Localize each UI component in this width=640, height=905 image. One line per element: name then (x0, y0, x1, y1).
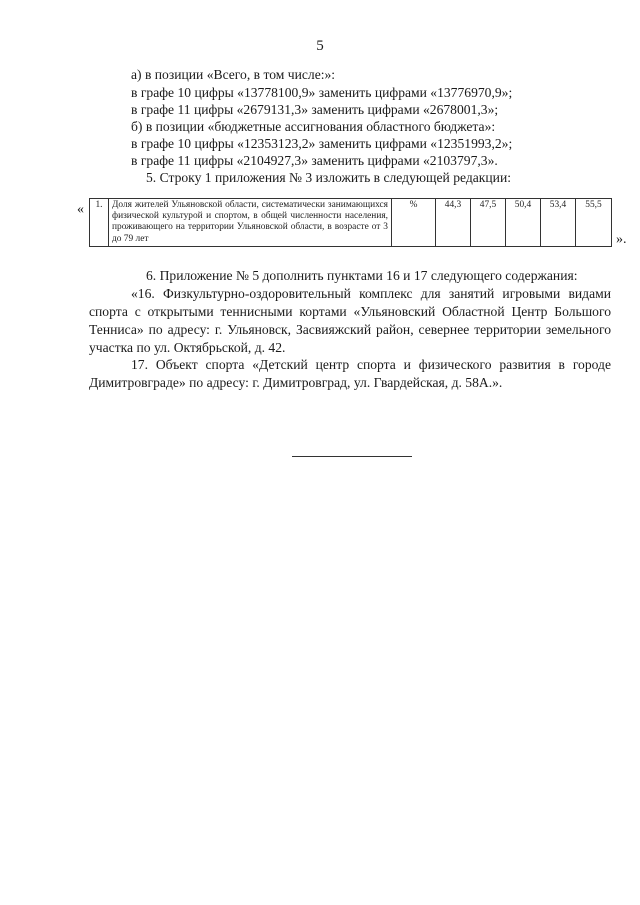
text-line-7: 5. Строку 1 приложения № 3 изложить в следующей редакции: (146, 170, 512, 185)
unit-cell: % (392, 199, 436, 247)
value-cell: 50,4 (506, 199, 541, 247)
table-row (90, 199, 612, 247)
paragraph-16: «16. Физкультурно-оздоровительный комплекс для занятий игровыми видами спорта с открытыми теннисными кортами «Ульяновский Областной Центр Большого Тенниса» по адресу: г. Ульяновск, Засвияжский район, севернее территории земельного участка по ул. Октябрьской, д. 42. (89, 286, 611, 355)
paragraph-6: 6. Приложение № 5 дополнить пунктами 16 и 17 следующего содержания: (146, 268, 578, 283)
indicator-description: Доля жителей Ульяновской области, систематически занимающихся физической культурой и спортом, в общей численности населения, проживающего на территории Ульяновской области, в возрасте от 3 до 79 лет (109, 199, 392, 247)
text-line-1: а) в позиции «Всего, в том числе:»: (131, 67, 336, 82)
text-line-6: в графе 11 цифры «2104927,3» заменить цифрами «2103797,3». (131, 153, 498, 168)
indicator-table (89, 198, 612, 247)
quote-open: « (77, 202, 84, 217)
text-line-4: б) в позиции «бюджетные ассигнования областного бюджета»: (131, 119, 496, 134)
text-line-3: в графе 11 цифры «2679131,3» заменить цифрами «2678001,3»; (131, 102, 499, 117)
value-cell: 44,3 (436, 199, 471, 247)
quote-close: ». (616, 232, 627, 247)
value-cell: 53,4 (541, 199, 576, 247)
page-number: 5 (316, 38, 324, 54)
text-line-2: в графе 10 цифры «13778100,9» заменить цифрами «13776970,9»; (131, 85, 513, 100)
row-number: 1. (90, 199, 109, 247)
value-cell: 55,5 (576, 199, 612, 247)
value-cell: 47,5 (471, 199, 506, 247)
text-line-5: в графе 10 цифры «12353123,2» заменить цифрами «12351993,2»; (131, 136, 513, 151)
paragraph-17: 17. Объект спорта «Детский центр спорта и физического развития в городе Димитровграде» по адресу: г. Димитровград, ул. Гвардейская, д. 58А.». (89, 357, 611, 390)
separator-line (292, 456, 412, 457)
